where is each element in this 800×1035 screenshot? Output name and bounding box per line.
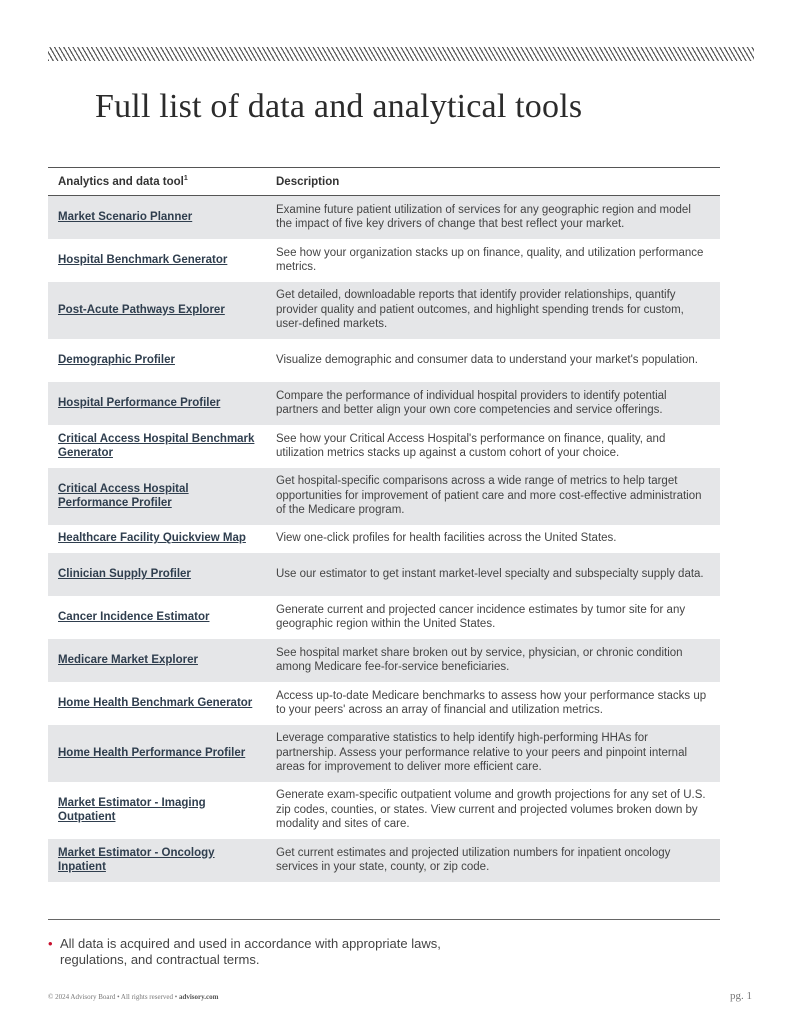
table-row — [48, 468, 720, 525]
table-row — [48, 839, 720, 882]
tool-link[interactable]: Home Health Performance Profiler — [58, 746, 246, 759]
table-row — [48, 382, 720, 425]
tool-cell — [48, 282, 266, 339]
footnote — [48, 936, 448, 968]
tool-link[interactable]: Home Health Benchmark Generator — [58, 696, 253, 709]
table-row — [48, 782, 720, 839]
footer-copyright — [48, 993, 218, 1001]
tool-link[interactable]: Healthcare Facility Quickview Map — [58, 532, 246, 545]
tool-cell — [48, 553, 266, 596]
tool-link[interactable]: Demographic Profiler — [58, 353, 175, 366]
table-row — [48, 282, 720, 339]
tool-cell — [48, 839, 266, 882]
tool-link[interactable]: Market Estimator - Imaging Outpatient — [58, 796, 206, 823]
table-row — [48, 239, 720, 282]
tool-cell — [48, 639, 266, 682]
tool-cell — [48, 468, 266, 525]
table-row — [48, 196, 720, 239]
tool-cell — [48, 525, 266, 553]
tool-cell — [48, 725, 266, 782]
tool-link[interactable]: Market Scenario Planner — [58, 211, 193, 223]
tool-cell — [48, 339, 266, 382]
table-row — [48, 339, 720, 382]
description-cell: Compare the performance of individual hospital providers to identify potential partners and better align your own core competencies and service offerings. — [276, 389, 667, 416]
description-cell: See how your Critical Access Hospital's performance on finance, quality, and utilization metrics stacks up against a custom cohort of your choice. — [276, 432, 666, 459]
tool-cell — [48, 682, 266, 725]
tools-table — [48, 167, 720, 882]
tool-cell — [48, 196, 266, 239]
tool-cell — [48, 382, 266, 425]
description-cell: Get hospital-specific comparisons across a wide range of metrics to help target opportunities for improvement of patient care and more cost-effective administration of the Medicare program. — [276, 475, 702, 517]
table-body — [48, 196, 720, 882]
table-header-row — [48, 168, 720, 196]
bottom-divider — [48, 919, 720, 920]
description-cell: Visualize demographic and consumer data to understand your market's population. — [276, 353, 698, 366]
page-title: Full list of data and analytical tools — [95, 88, 583, 125]
table-row — [48, 525, 720, 553]
header-description: Description — [276, 175, 340, 188]
table-row — [48, 639, 720, 682]
tool-link[interactable]: Hospital Performance Profiler — [58, 396, 221, 409]
header-tool-label: Analytics and data tool — [58, 175, 184, 188]
page-number: pg. 1 — [730, 990, 752, 1002]
tool-cell — [48, 425, 266, 468]
tool-cell — [48, 596, 266, 639]
footer-site-link[interactable]: advisory.com — [178, 993, 219, 1001]
description-cell: Examine future patient utilization of services for any geographic region and model the impact of five key drivers of change that best reflect your market. — [276, 203, 691, 231]
tool-link[interactable]: Market Estimator - Oncology Inpatient — [58, 846, 215, 873]
table-row — [48, 682, 720, 725]
table-row — [48, 725, 720, 782]
description-cell: Access up-to-date Medicare benchmarks to assess how your performance stacks up to your peers' across an array of financial and utilization metrics. — [276, 689, 707, 716]
description-cell: See hospital market share broken out by service, physician, or chronic condition among Medicare fee-for-service beneficiaries. — [276, 646, 683, 673]
tool-link[interactable]: Post-Acute Pathways Explorer — [58, 303, 225, 316]
tool-cell — [48, 782, 266, 839]
description-cell: Get detailed, downloadable reports that identify provider relationships, quantify provider quality and patient outcomes, and highlight spending trends for custom, user-defined markets. — [276, 289, 684, 331]
tools-table-container — [48, 167, 720, 882]
tool-link[interactable]: Cancer Incidence Estimator — [58, 610, 210, 623]
description-cell: Leverage comparative statistics to help identify high-performing HHAs for partnership. Assess your performance relative to your peers and pinpoint internal areas for improvement to deliver more efficient care. — [276, 732, 688, 774]
header-tool — [48, 168, 266, 196]
decorative-hatch-bar — [48, 47, 754, 61]
table-row — [48, 553, 720, 596]
footnote-bullet: • — [48, 936, 53, 951]
tool-cell — [48, 239, 266, 282]
copyright-text: © 2024 Advisory Board • All rights reserved • — [48, 993, 178, 1001]
description-cell: View one-click profiles for health facilities across the United States. — [276, 532, 617, 545]
table-row — [48, 425, 720, 468]
table-row — [48, 596, 720, 639]
description-cell: Get current estimates and projected utilization numbers for inpatient oncology services in your state, county, or zip code. — [276, 846, 671, 873]
tool-link[interactable]: Hospital Benchmark Generator — [58, 253, 228, 266]
tool-link[interactable]: Clinician Supply Profiler — [58, 567, 191, 580]
tool-link[interactable]: Critical Access Hospital Benchmark Generator — [58, 432, 255, 459]
description-cell: Generate current and projected cancer incidence estimates by tumor site for any geographic region within the United States. — [276, 603, 686, 630]
tool-link[interactable]: Critical Access Hospital Performance Profiler — [58, 482, 189, 509]
description-cell: See how your organization stacks up on finance, quality, and utilization performance metrics. — [276, 246, 704, 273]
description-cell: Generate exam-specific outpatient volume and growth projections for any set of U.S. zip codes, counties, or states. View current and projected volumes broken down by modality and sites of care. — [276, 789, 706, 831]
description-cell: Use our estimator to get instant market-level specialty and subspecialty supply data. — [276, 567, 704, 580]
tool-link[interactable]: Medicare Market Explorer — [58, 653, 198, 666]
header-tool-footnote-marker: 1 — [183, 175, 188, 183]
footnote-text: All data is acquired and used in accordance with appropriate laws, regulations, and contractual terms. — [60, 936, 441, 967]
